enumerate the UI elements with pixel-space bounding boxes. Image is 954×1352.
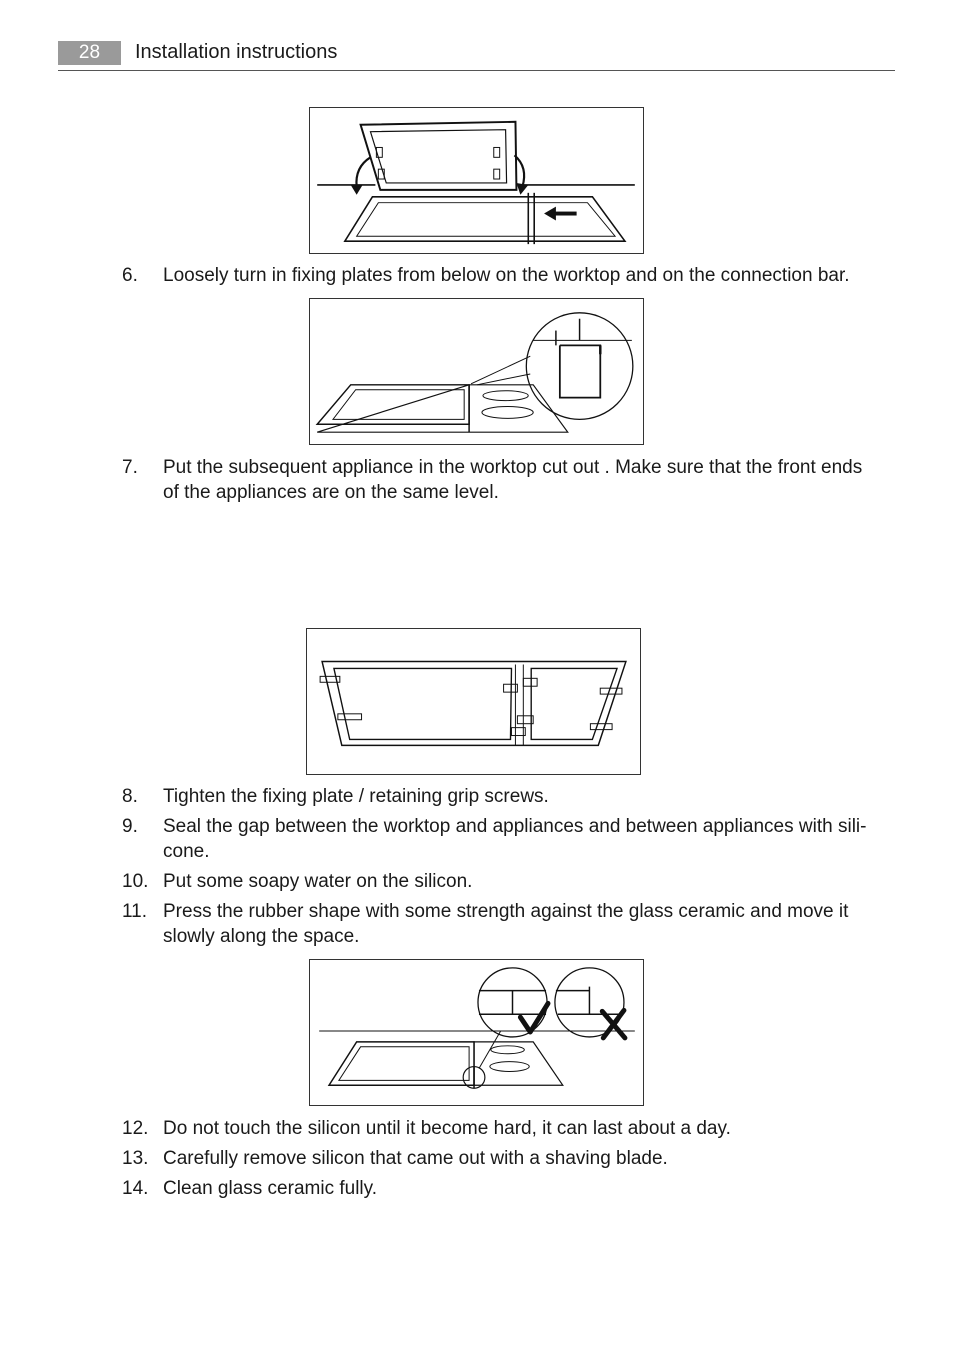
tilt-appliance-illustration: [310, 108, 643, 253]
step-14: [122, 1176, 882, 1201]
step-10: [122, 869, 882, 894]
step-number: 6.: [122, 265, 138, 286]
step-text: Put some soapy water on the silicon.: [163, 871, 473, 892]
step-text: Press the rubber shape with some strength against the glass ceramic and move it slowly along the space.: [163, 901, 849, 947]
section-title: Installation instructions: [135, 41, 338, 63]
figure-silicone-seal: [309, 959, 644, 1106]
step-11: [122, 899, 882, 949]
header-divider: [58, 70, 895, 71]
step-6: [122, 263, 882, 288]
step-8: [122, 784, 882, 809]
figure-fixing-plate-detail: [309, 298, 644, 445]
step-text: Do not touch the silicon until it become hard, it can last about a day.: [163, 1118, 731, 1139]
silicone-seal-illustration: [310, 960, 643, 1105]
step-text: Tighten the fixing plate / retaining grip screws.: [163, 786, 549, 807]
figure-fixing-plates-top-view: [306, 628, 641, 775]
fixing-plate-illustration: [310, 299, 643, 444]
step-9: [122, 814, 882, 864]
step-text: Seal the gap between the worktop and appliances and between appliances with sili-cone.: [163, 816, 867, 862]
step-text: Clean glass ceramic fully.: [163, 1178, 378, 1199]
figure-tilt-appliance: [309, 107, 644, 254]
step-number: 13.: [122, 1148, 149, 1169]
step-number: 7.: [122, 457, 138, 478]
step-number: 14.: [122, 1178, 149, 1199]
fixing-plates-illustration: [307, 629, 640, 774]
page-number: 28: [58, 41, 121, 65]
step-text: Loosely turn in fixing plates from below on the worktop and on the connection bar.: [163, 265, 850, 286]
step-12: [122, 1116, 882, 1141]
step-13: [122, 1146, 882, 1171]
step-number: 10.: [122, 871, 149, 892]
step-7: [122, 455, 882, 505]
step-number: 11.: [122, 901, 148, 922]
step-text: Put the subsequent appliance in the worktop cut out . Make sure that the front ends of the appliances are on the same level.: [163, 457, 863, 503]
step-number: 8.: [122, 786, 138, 807]
step-number: 12.: [122, 1118, 149, 1139]
step-text: Carefully remove silicon that came out with a shaving blade.: [163, 1148, 668, 1169]
step-number: 9.: [122, 816, 138, 837]
